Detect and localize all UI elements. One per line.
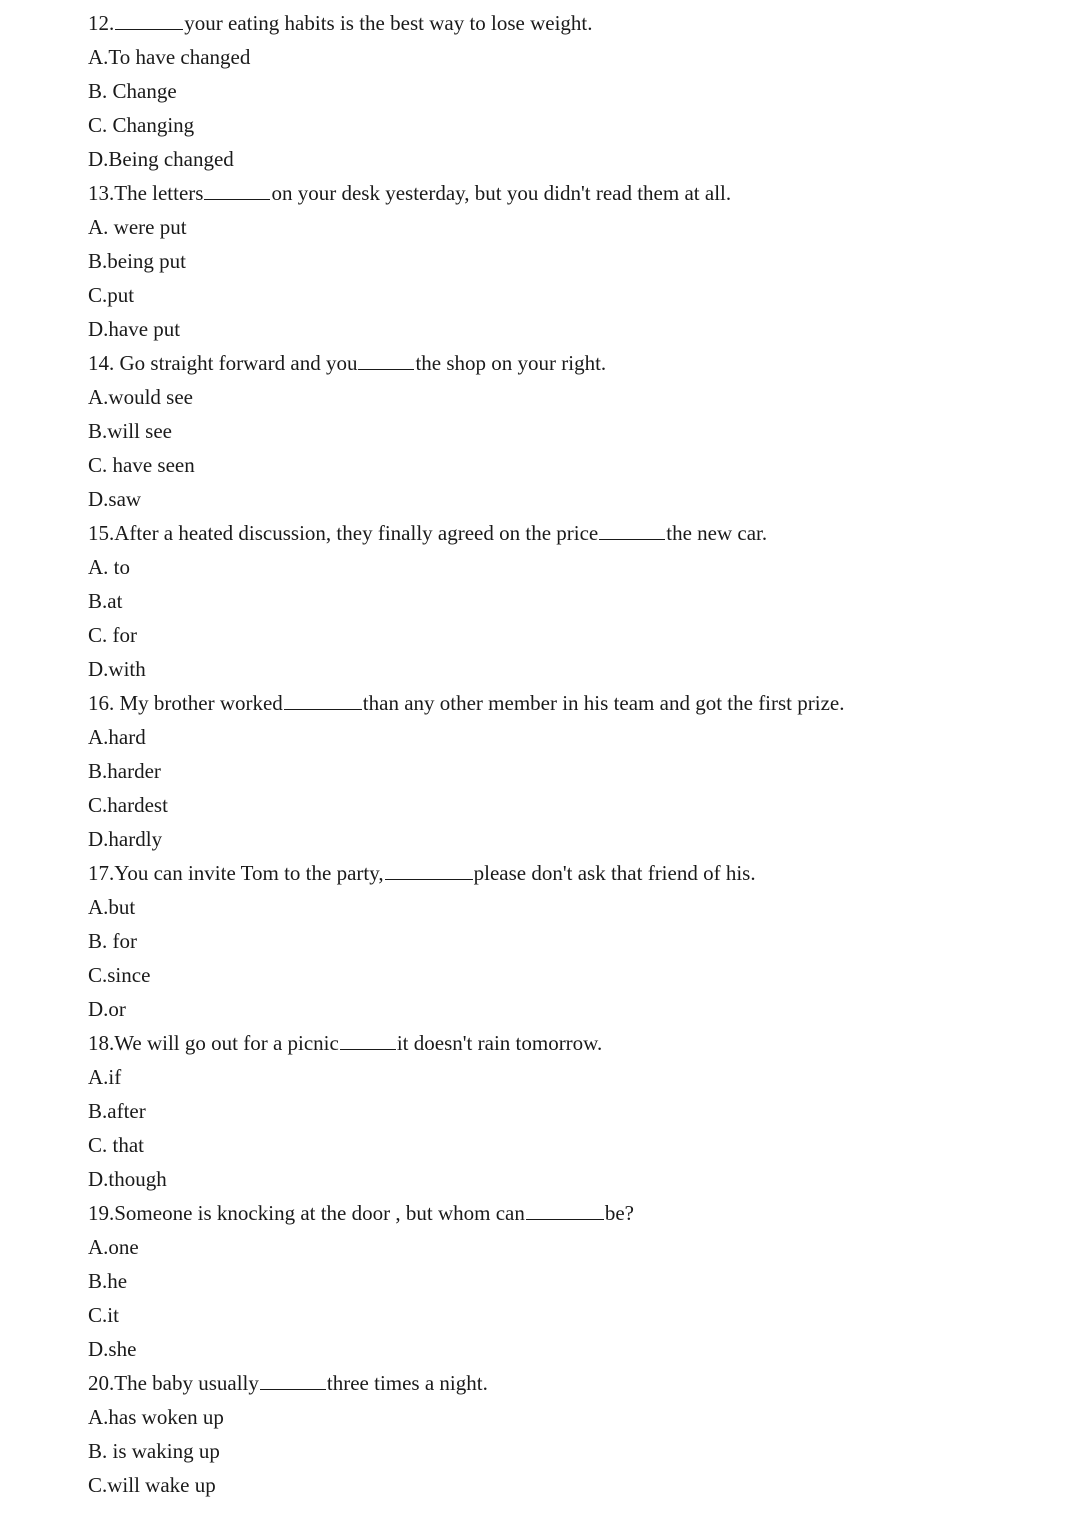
option: A.To have changed	[88, 45, 251, 69]
option: B.being put	[88, 249, 186, 273]
option: A.has woken up	[88, 1405, 224, 1429]
option: D.Being changed	[88, 147, 234, 171]
option: C.will wake up	[88, 1473, 216, 1497]
question-stem	[88, 856, 1048, 890]
option: A.would see	[88, 385, 193, 409]
option: D.or	[88, 997, 126, 1021]
option: D.with	[88, 657, 146, 681]
answer-blank	[115, 7, 183, 30]
option: D.though	[88, 1167, 167, 1191]
question-text-after: be?	[604, 1201, 635, 1225]
question-number: 20.	[88, 1371, 115, 1395]
answer-blank	[340, 1027, 396, 1050]
option: D.hardly	[88, 827, 163, 851]
question-text-after: the new car.	[666, 521, 768, 545]
option: B. for	[88, 929, 137, 953]
option: D.saw	[88, 487, 142, 511]
question-number: 17.	[88, 861, 115, 885]
question-number: 14.	[88, 351, 115, 375]
question-number: 16.	[88, 691, 115, 715]
question-text-before: After a heated discussion, they finally agreed on the price	[114, 521, 599, 545]
question-text-before: The baby usually	[114, 1371, 259, 1395]
question-number: 19.	[88, 1201, 115, 1225]
option: A. to	[88, 555, 130, 579]
question-text-after: your eating habits is the best way to lose weight.	[184, 11, 593, 35]
question-number: 12.	[88, 11, 115, 35]
option: C. Changing	[88, 113, 195, 137]
question-stem	[88, 1366, 1048, 1400]
option: A.but	[88, 895, 136, 919]
option: B.after	[88, 1099, 146, 1123]
option: B.he	[88, 1269, 128, 1293]
question-stem	[88, 686, 1048, 720]
question-text-before: The letters	[114, 181, 204, 205]
answer-blank	[260, 1367, 326, 1390]
question-stem	[88, 6, 1048, 40]
option: C.it	[88, 1303, 119, 1327]
question-number: 15.	[88, 521, 115, 545]
question-number: 13.	[88, 181, 115, 205]
question-stem	[88, 1196, 1048, 1230]
question-text-after: please don't ask that friend of his.	[473, 861, 756, 885]
question-text-before: My brother worked	[114, 691, 283, 715]
question-stem	[88, 1026, 1048, 1060]
answer-blank	[204, 177, 270, 200]
option: D.she	[88, 1337, 137, 1361]
answer-blank	[385, 857, 473, 880]
option: B.will see	[88, 419, 172, 443]
answer-blank	[599, 517, 665, 540]
question-text-after: than any other member in his team and got the first prize.	[362, 691, 845, 715]
option: A.if	[88, 1065, 122, 1089]
option: C. for	[88, 623, 137, 647]
option: A.hard	[88, 725, 146, 749]
question-stem	[88, 516, 1048, 550]
option: B. is waking up	[88, 1439, 220, 1463]
question-text-after: it doesn't rain tomorrow.	[396, 1031, 603, 1055]
option: C.put	[88, 283, 135, 307]
option: D.have put	[88, 317, 181, 341]
question-stem	[88, 346, 1048, 380]
option: A.one	[88, 1235, 139, 1259]
option: A. were put	[88, 215, 187, 239]
option: C.since	[88, 963, 151, 987]
question-text-before: Someone is knocking at the door , but whom can	[114, 1201, 525, 1225]
option: B.harder	[88, 759, 161, 783]
question-text-after: the shop on your right.	[415, 351, 607, 375]
option: C.hardest	[88, 793, 168, 817]
option: C. that	[88, 1133, 144, 1157]
question-text-before: Go straight forward and you	[114, 351, 358, 375]
question-text-before: You can invite Tom to the party,	[114, 861, 384, 885]
answer-blank	[284, 687, 362, 710]
answer-blank	[526, 1197, 604, 1220]
question-text-after: three times a night.	[326, 1371, 488, 1395]
question-number: 18.	[88, 1031, 115, 1055]
question-text-after: on your desk yesterday, but you didn't read them at all.	[271, 181, 732, 205]
option: B.at	[88, 589, 123, 613]
option: C. have seen	[88, 453, 195, 477]
question-text-before: We will go out for a picnic	[114, 1031, 339, 1055]
exam-page	[88, 6, 1048, 1502]
option: B. Change	[88, 79, 177, 103]
answer-blank	[358, 347, 414, 370]
question-stem	[88, 176, 1048, 210]
